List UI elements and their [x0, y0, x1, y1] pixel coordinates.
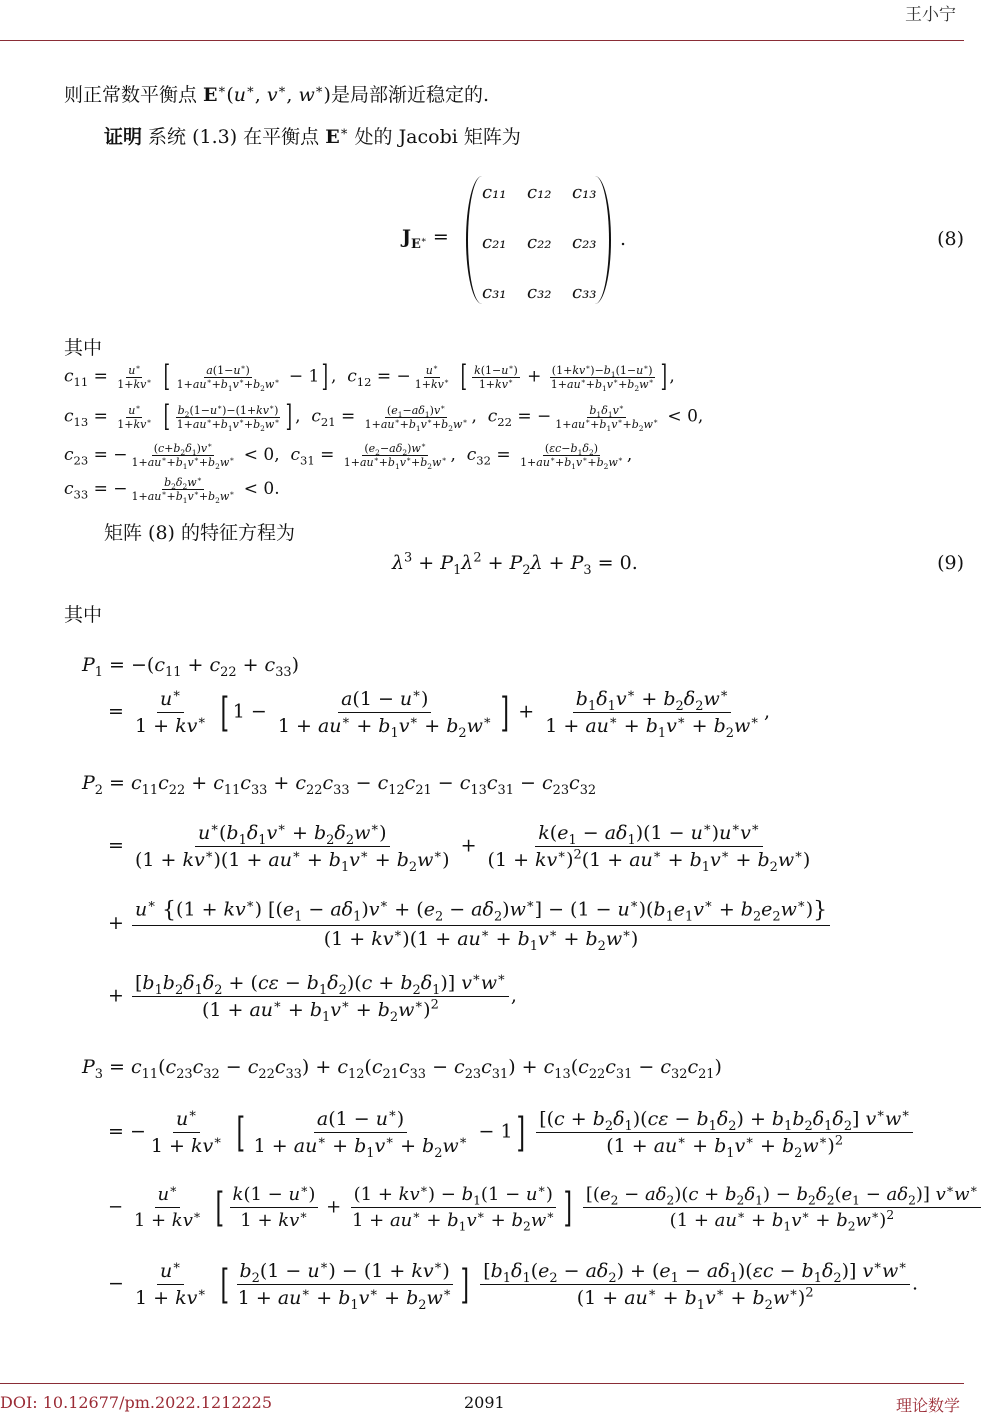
footer-journal-link[interactable]: 理论数学	[895, 1396, 960, 1415]
c23-c31-c32-definitions: $c_{23}$ = − $\frac{(c+b_2\delta_1)v^∗}{1+au^∗+b_1v^∗+b_2w^∗}$ < 0, $c_{31}$ = $\frac{(e_2-a\delta_2)w^∗}{1+au^∗+b_1v^∗+b_2w^∗}$ , $c_{32}$ = $\frac{(\varepsilon c-b_1\delta_2)}{1+au^∗+b_1v^∗+b_2w^∗}$ ,	[64, 440, 633, 472]
char-eq-intro: 矩阵 (8) 的特征方程为	[104, 522, 295, 544]
matrix-cell: c₂₂	[527, 232, 552, 253]
matrix-cell: c₃₂	[527, 282, 552, 303]
matrix-cell: c₁₁	[482, 182, 507, 203]
equilibrium-symbol-2: E∗	[325, 124, 349, 148]
matrix-cell: c₂₁	[482, 232, 507, 253]
p1-line-1: $P_1 = -(c_{11} + c_{22} + c_{33})$	[82, 654, 300, 680]
equation-number-8: (8)	[937, 228, 964, 250]
where-label-1: 其中	[64, 337, 103, 359]
proof-text-b: 处的 Jacobi 矩阵为	[348, 126, 521, 148]
p2-line-1: $P_2 = c_{11}c_{22} + c_{11}c_{33} + c_{22}c_{33} - c_{12}c_{21} - c_{13}c_{31} - c_{23}c_{32}$	[82, 772, 597, 798]
characteristic-equation: $\lambda^3 + P_1\lambda^2 + P_2\lambda + P_3 = 0$.	[392, 550, 638, 578]
proof-text-a: 系统 (1.3) 在平衡点	[142, 126, 326, 148]
p2-line-2: = $\frac{u^∗(b_1\delta_1v^∗ + b_2\delta_2w^∗)}{(1 + kv^∗)(1 + au^∗ + b_1v^∗ + b_2w^∗)}$ + $\frac{k(e_1 - a\delta_1)(1 - u^∗)u^∗v^∗}{(1 + kv^∗)^2(1 + au^∗ + b_1v^∗ + b_2w^∗)}$	[108, 820, 811, 875]
matrix-cell: c₂₃	[572, 232, 597, 253]
header-author: 王小宁	[905, 5, 956, 25]
matrix-left-paren	[466, 176, 482, 304]
p3-line-2: = − $\frac{u^∗}{1 + kv^∗}$ [ $\frac{a(1 - u^∗)}{1 + au^∗ + b_1v^∗ + b_2w^∗}$ − 1] $\frac{[(c + b_2\delta_1)(c\varepsilon - b_1\delta_2) + b_1b_2\delta_1\delta_2] v^∗w^∗}{(1 + au^∗ + b_1v^∗ + b_2w^∗)^2}$	[108, 1108, 915, 1157]
equilibrium-symbol: E∗(u∗, v∗, w∗)	[203, 82, 331, 106]
stability-text-a: 则正常数平衡点	[64, 84, 204, 106]
c11-c12-definitions: $c_{11}$ = $\frac{u^∗}{1+kv^∗}$ [ $\frac{a(1-u^∗)}{1+au^∗+b_1v^∗+b_2w^∗}$ − 1] , $c_{12}$ = − $\frac{u^∗}{1+kv^∗}$ [ $\frac{k(1-u^∗)}{1+kv^∗}$ + $\frac{(1+kv^∗)-b_1(1-u^∗)}{1+au^∗+b_1v^∗+b_2w^∗}$ ] ,	[64, 359, 675, 394]
where-label-2: 其中	[64, 604, 103, 626]
c13-c21-c22-definitions: $c_{13}$ = $\frac{u^∗}{1+kv^∗}$ [ $\frac{b_2(1-u^∗)-(1+kv^∗)}{1+au^∗+b_1v^∗+b_2w^∗}$ ] , $c_{21}$ = $\frac{(e_1-a\delta_1)v^∗}{1+au^∗+b_1v^∗+b_2w^∗}$ , $c_{22}$ = − $\frac{b_1\delta_1v^∗}{1+au^∗+b_1v^∗+b_2w^∗}$ < 0,	[64, 399, 704, 434]
matrix-cell: c₃₃	[572, 282, 597, 303]
equation-number-9: (9)	[937, 552, 964, 574]
p1-line-2: = $\frac{u^∗}{1 + kv^∗}$ [ 1 − $\frac{a(1 - u^∗)}{1 + au^∗ + b_1v^∗ + b_2w^∗}$ ] + $\frac{b_1\delta_1v^∗ + b_2\delta_2w^∗}{1 + au^∗ + b_1v^∗ + b_2w^∗}$ ,	[108, 686, 771, 741]
footer-page-number: 2091	[464, 1393, 505, 1412]
matrix-period: .	[620, 228, 627, 250]
c33-definition: $c_{33}$ = − $\frac{b_2\delta_2w^∗}{1+au^∗+b_1v^∗+b_2w^∗}$ < 0.	[64, 474, 280, 506]
matrix-cell: c₃₁	[482, 282, 507, 303]
matrix-cell: c₁₂	[527, 182, 552, 203]
paragraph-stability	[64, 80, 489, 107]
stability-text-b: 是局部渐近稳定的.	[330, 84, 489, 106]
jacobian-lhs: $J_{E^∗}$ =	[402, 226, 449, 252]
paragraph-proof	[104, 122, 521, 149]
p2-line-4: + $\frac{[b_1b_2\delta_1\delta_2 + (c\varepsilon - b_1\delta_2)(c + b_2\delta_1)] v^∗w^∗}{(1 + au^∗ + b_1v^∗ + b_2w^∗)^2}$ ,	[108, 970, 517, 1025]
matrix-cell: c₁₃	[572, 182, 597, 203]
p3-line-1: $P_3 = c_{11}(c_{23}c_{32} - c_{22}c_{33}) + c_{12}(c_{21}c_{33} - c_{23}c_{31}) + c_{13}(c_{22}c_{31} - c_{32}c_{21})$	[82, 1056, 722, 1082]
footer-rule	[0, 1383, 964, 1384]
p2-line-3: + u∗ {(1 + kv∗) $[(e_1 - a\delta_1)v^∗ + (e_2 - a\delta_2)w^∗] - (1 - u^∗)(b_1e_1v^∗ + b_2e_2w^∗)$} $(1 + kv^∗)(1 + au^∗ + b_1v^∗ + b_2w^∗)$	[108, 898, 832, 950]
footer-doi-link[interactable]: DOI: 10.12677/pm.2022.1212225	[0, 1393, 273, 1412]
jacobian-matrix	[466, 176, 611, 304]
matrix-right-paren	[595, 176, 611, 304]
proof-label: 证明	[104, 126, 143, 148]
p3-line-4: − $\frac{u^∗}{1 + kv^∗}$ [ $\frac{b_2(1 - u^∗) - (1 + kv^∗)}{1 + au^∗ + b_1v^∗ + b_2w^∗}$ ] $\frac{[b_1\delta_1(e_2 - a\delta_2) + (e_1 - a\delta_1)(\varepsilon c - b_1\delta_2)] v^∗w^∗}{(1 + au^∗ + b_1v^∗ + b_2w^∗)^2}$ .	[108, 1258, 919, 1313]
p3-line-3: − $\frac{u^∗}{1 + kv^∗}$ [ $\frac{k(1 - u^∗)}{1 + kv^∗}$ + $\frac{(1 + kv^∗) - b_1(1 - u^∗)}{1 + au^∗ + b_1v^∗ + b_2w^∗}$ ] $\frac{[(e_2 - a\delta_2)(c + b_2\delta_1) - b_2\delta_2(e_1 - a\delta_2)] v^∗w^∗}{(1 + au^∗ + b_1v^∗ + b_2w^∗)^2}$	[108, 1184, 983, 1231]
header-rule	[0, 40, 964, 41]
